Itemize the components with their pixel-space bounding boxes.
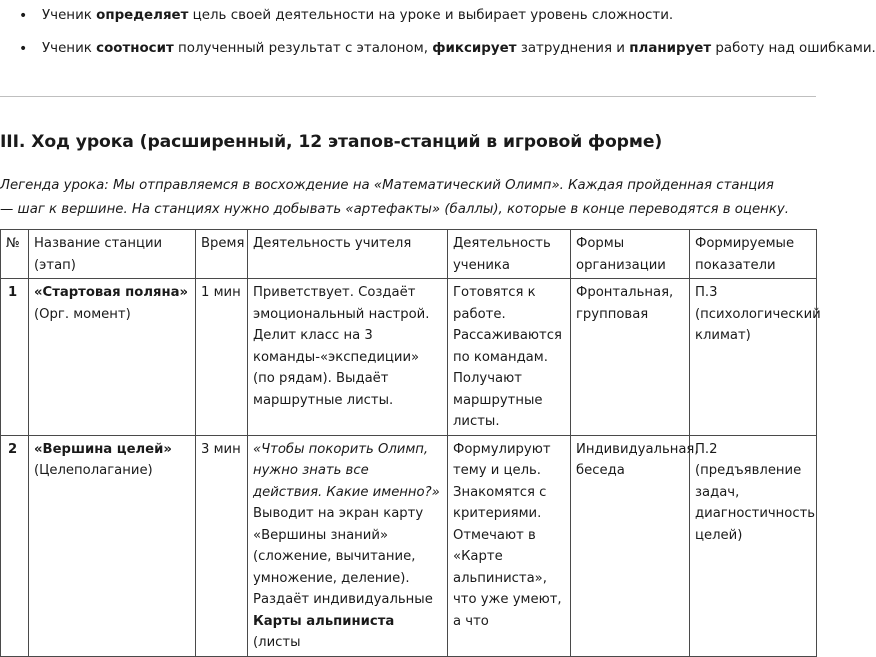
lesson-plan-table (0, 229, 821, 657)
header-cell: Формируемые показатели (690, 230, 817, 279)
header-cell: Название станции (этап) (29, 230, 196, 279)
list-item: • Ученик определяет цель своей деятельности на уроке и выбирает уровень сложности. (0, 6, 816, 26)
divider (0, 96, 816, 97)
row-number: 1 (1, 279, 29, 436)
section-title: III. Ход урока (расширенный, 12 этапов-станций в игровой форме) (0, 132, 663, 152)
student-cell: Формулируют тему и цель. Знакомятся с критериями. Отмечают в «Карте альпиниста», что уже умеют, а что (448, 435, 571, 656)
objectives-list (0, 6, 876, 72)
header-cell: Формы организации (571, 230, 690, 279)
row-number: 2 (1, 435, 29, 656)
list-item: • Ученик соотносит полученный результат с эталоном, фиксирует затруднения и планирует работу над ошибками. (0, 39, 816, 59)
teacher-cell: «Чтобы покорить Олимп, нужно знать все действия. Какие именно?» Выводит на экран карту «Вершины знаний» (сложение, вычитание, умножение, деление). Раздаёт индивидуальные Карты альпиниста (листы (248, 435, 448, 656)
time-cell: 3 мин (196, 435, 248, 656)
table-row (1, 279, 817, 436)
station-cell: «Стартовая поляна» (Орг. момент) (29, 279, 196, 436)
teacher-cell: Приветствует. Создаёт эмоциональный настрой. Делит класс на 3 команды-«экспедиции» (по рядам). Выдаёт маршрутные листы. (248, 279, 448, 436)
indicators-cell: П.2 (предъявление задач, диагностичность целей) (690, 435, 817, 656)
table-header-row (1, 230, 817, 279)
indicators-cell: П.3 (психологический климат) (690, 279, 817, 436)
time-cell: 1 мин (196, 279, 248, 436)
lesson-legend: Легенда урока: Мы отправляемся в восхождение на «Математический Олимп». Каждая пройденная станция — шаг к вершине. На станциях нужно добывать «артефакты» (баллы), которые в конце переводятся в оценку. (0, 178, 789, 217)
station-cell: «Вершина целей» (Целеполагание) (29, 435, 196, 656)
student-cell: Готовятся к работе. Рассаживаются по командам. Получают маршрутные листы. (448, 279, 571, 436)
table-row (1, 435, 817, 656)
header-cell: Деятельность ученика (448, 230, 571, 279)
forms-cell: Индивидуальная, беседа (571, 435, 690, 656)
header-cell: Деятельность учителя (248, 230, 448, 279)
header-cell: № (1, 230, 29, 279)
forms-cell: Фронтальная, групповая (571, 279, 690, 436)
header-cell: Время (196, 230, 248, 279)
